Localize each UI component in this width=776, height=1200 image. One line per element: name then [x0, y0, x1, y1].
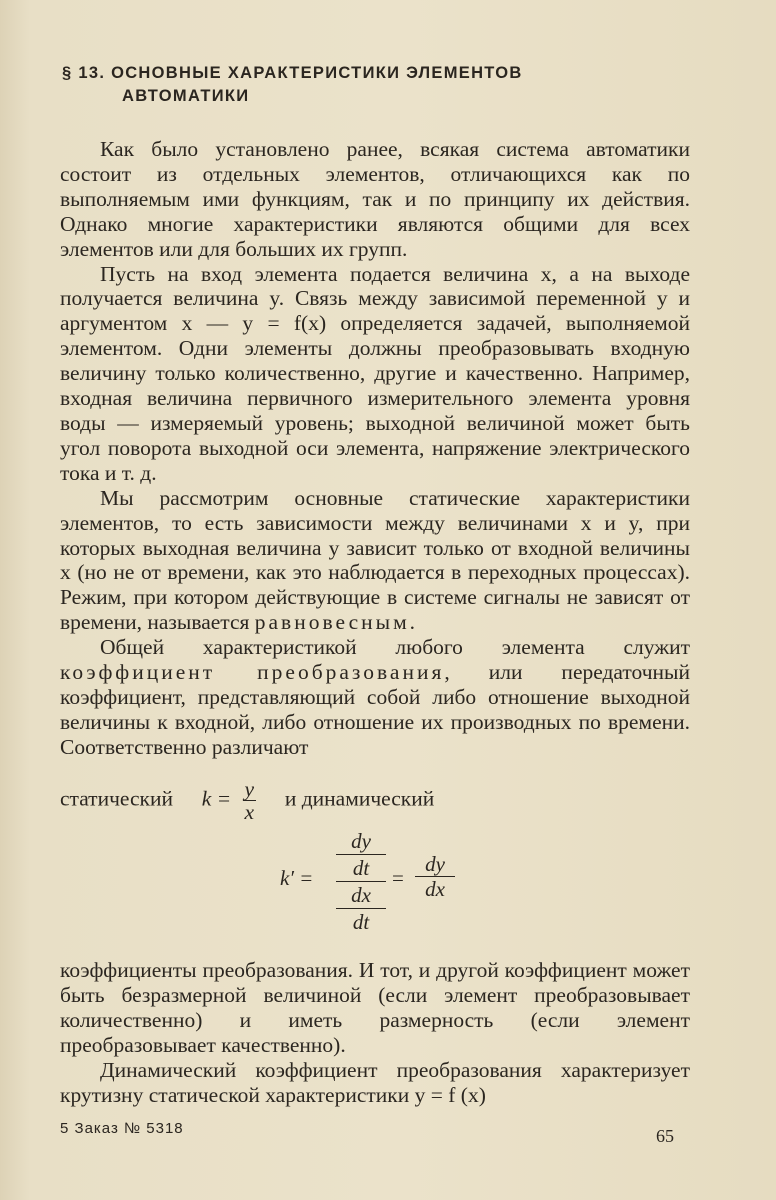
display-formula-equals: =: [392, 866, 404, 890]
bottom-numerator: dx: [336, 881, 386, 908]
term-equilibrium: равновесным: [254, 610, 410, 635]
right-numerator: dy: [415, 852, 455, 877]
section-heading: [62, 62, 722, 108]
formula-lhs: k =: [201, 786, 232, 811]
page-number: 65: [656, 1126, 674, 1146]
fraction-denominator: x: [244, 800, 255, 824]
formula-prefix: статический: [60, 786, 173, 811]
paragraph-3-end: .: [409, 610, 416, 635]
paragraph-4-end: , или передаточный коэффициент, представляющий собой либо отношение выходной величины к входной, либо отношение их производных по времени. Соответственно различают: [60, 660, 690, 759]
paragraph-1: Как было установлено ранее, всякая система автоматики состоит из отдельных элементов, отличающихся как по выполняемым ими функциям, так и по принципу их действия. Однако многие характеристики являются общими для всех элементов или для больших их групп.: [60, 137, 690, 261]
formula-suffix: и динамический: [284, 786, 435, 811]
fraction-numerator: y: [244, 777, 255, 801]
heading-line-1: § 13. ОСНОВНЫЕ ХАРАКТЕРИСТИКИ ЭЛЕМЕНТОВ: [62, 64, 523, 82]
simple-fraction: [415, 852, 455, 901]
right-denominator: dx: [425, 877, 445, 901]
dynamic-coefficient-formula: [280, 828, 500, 944]
top-numerator: dy: [351, 829, 371, 853]
compound-fraction: [336, 828, 386, 935]
paragraph-4-start: Общей характеристикой любого элемента служит: [100, 635, 690, 660]
formula-fraction: [243, 778, 257, 823]
display-formula-lhs: k′ =: [280, 866, 314, 890]
heading-line-2: АВТОМАТИКИ: [122, 87, 250, 105]
static-coefficient-formula: [60, 778, 700, 826]
paragraph-3: [60, 486, 690, 635]
paragraph-2: Пусть на вход элемента подается величина x, а на выходе получается величина y. Связь между зависимой переменной y и аргументом x — y = f(x) определяется задачей, выполняемой элементом. Одни элементы должны преобразовывать входную величину только количественно, другие и качественно. Например, входная величина первичного измерительного элемента уровня воды — измеряемый уровень; выходной величиной может быть угол поворота выходной оси элемента, напряжение электрического тока и т. д.: [60, 261, 690, 485]
bottom-denominator: dt: [336, 908, 386, 935]
print-order-mark: 5 Заказ № 5318: [60, 1120, 184, 1137]
term-coefficient: коэффициент преобразования: [60, 660, 445, 685]
top-denominator: dt: [336, 854, 386, 881]
paragraph-4: [60, 635, 690, 760]
body-text-top: [60, 137, 690, 760]
body-text-bottom: [60, 958, 690, 1107]
paragraph-6: Динамический коэффициент преобразования характеризует крутизну статической характеристики y = f (x): [60, 1057, 690, 1107]
paragraph-5: коэффициенты преобразования. И тот, и другой коэффициент может быть безразмерной величиной (если элемент преобразовывает количественно) и иметь размерность (если элемент преобразовывает качественно).: [60, 958, 690, 1057]
paragraph-3-text: Мы рассмотрим основные статические характеристики элементов, то есть зависимости между величинами x и y, при которых выходная величина y зависит только от входной величины x (но не от времени, как это наблюдается в переходных процессах). Режим, при котором действующие в системе сигналы не зависят от времени, называется: [60, 485, 690, 635]
